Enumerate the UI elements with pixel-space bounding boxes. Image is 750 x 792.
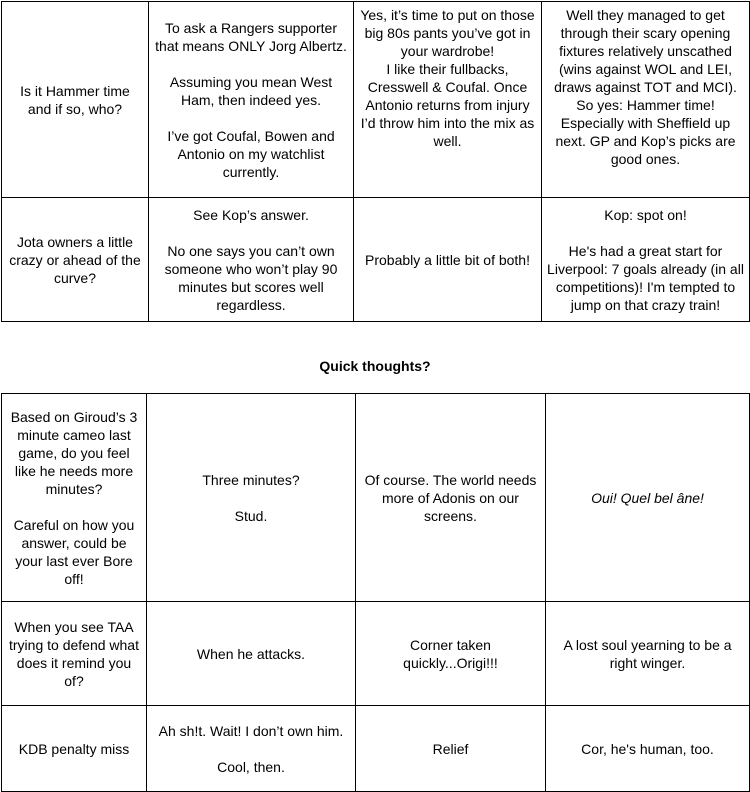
cell-text: Assuming you mean West Ham, then indeed yes. xyxy=(169,73,333,108)
cell-text: Careful on how you answer, could be your last ever Bore off! xyxy=(13,516,135,587)
paragraph-gap xyxy=(7,498,141,516)
answer-cell xyxy=(147,706,356,792)
answer-cell xyxy=(354,198,542,322)
answer-cell xyxy=(149,198,354,322)
question-cell xyxy=(2,394,147,602)
cell-text: Cor, he's human, too. xyxy=(581,740,714,757)
cell-text: KDB penalty miss xyxy=(18,740,130,757)
answers-table xyxy=(1,1,750,322)
question-cell xyxy=(2,198,149,322)
cell-text: Corner taken quickly...Origi!!! xyxy=(403,636,498,671)
answer-cell xyxy=(147,394,356,602)
cell-text: So yes: Hammer time! Especially with Sheffield up next. GP and Kop’s picks are good ones. xyxy=(555,97,736,167)
cell-text: Kop: spot on! xyxy=(604,206,687,223)
cell-text: Yes, it’s time to put on those big 80s pants you’ve got in your wardrobe! xyxy=(360,7,535,59)
cell-text: Stud. xyxy=(234,507,268,524)
cell-text: No one says you can’t own someone who won’t play 90 minutes but scores well regardless. xyxy=(164,242,338,313)
quick-thoughts-table xyxy=(1,393,750,792)
answer-cell xyxy=(542,198,750,322)
answer-cell xyxy=(149,2,354,198)
answer-cell xyxy=(546,602,750,706)
cell-text: I’ve got Coufal, Bowen and Antonio on my watchlist currently. xyxy=(167,127,335,180)
section-heading: Quick thoughts? xyxy=(319,358,431,374)
cell-text: Cool, then. xyxy=(217,758,285,775)
answer-cell xyxy=(354,2,542,198)
cell-text: Of course. The world needs more of Adonis on our screens. xyxy=(364,471,537,524)
paragraph-gap xyxy=(154,109,348,127)
table-row xyxy=(2,602,750,706)
cell-text: Probably a little bit of both! xyxy=(365,251,530,268)
paragraph-gap xyxy=(154,224,348,242)
answer-cell xyxy=(546,394,750,602)
answer-cell xyxy=(356,394,546,602)
table-row xyxy=(2,394,750,602)
cell-text: Relief xyxy=(432,740,469,757)
table-row xyxy=(2,706,750,792)
cell-text: Ah sh!t. Wait! I don’t own him. xyxy=(158,722,344,739)
paragraph-gap xyxy=(154,55,348,73)
cell-text: When he attacks. xyxy=(196,645,306,662)
cell-text: He's had a great start for Liverpool: 7 goals already (in all competitions)! I'm tempted to jump on that crazy train! xyxy=(547,242,744,313)
cell-text: Jota owners a little crazy or ahead of the curve? xyxy=(9,233,141,286)
answer-cell xyxy=(147,602,356,706)
answer-cell xyxy=(542,2,750,198)
answer-cell xyxy=(546,706,750,792)
question-cell xyxy=(2,706,147,792)
cell-text: Is it Hammer time and if so, who? xyxy=(20,82,130,117)
cell-text: Three minutes? xyxy=(202,471,300,488)
cell-text: Well they managed to get through their scary opening fixtures relatively unscathed (wins against WOL and LEI, draws against TOT and MCI). xyxy=(554,7,737,95)
answer-cell xyxy=(356,706,546,792)
question-cell xyxy=(2,602,147,706)
table-row xyxy=(2,2,750,198)
paragraph-gap xyxy=(547,224,744,242)
paragraph-gap xyxy=(152,740,350,758)
cell-text: Oui! Quel bel âne! xyxy=(591,489,704,506)
question-cell xyxy=(2,2,149,198)
answer-cell xyxy=(356,602,546,706)
cell-text: See Kop’s answer. xyxy=(193,206,309,223)
cell-text: To ask a Rangers supporter that means ONLY Jorg Albertz. xyxy=(155,19,347,54)
paragraph-gap xyxy=(152,489,350,507)
cell-text: Based on Giroud’s 3 minute cameo last game, do you feel like he needs more minutes? xyxy=(10,408,138,497)
cell-text: When you see TAA trying to defend what does it remind you of? xyxy=(9,618,139,689)
table-row xyxy=(2,198,750,322)
cell-text: A lost soul yearning to be a right winger. xyxy=(563,636,732,671)
cell-text: I like their fullbacks, Cresswell & Coufal. Once Antonio returns from injury I’d throw him into the mix as well. xyxy=(360,61,535,149)
